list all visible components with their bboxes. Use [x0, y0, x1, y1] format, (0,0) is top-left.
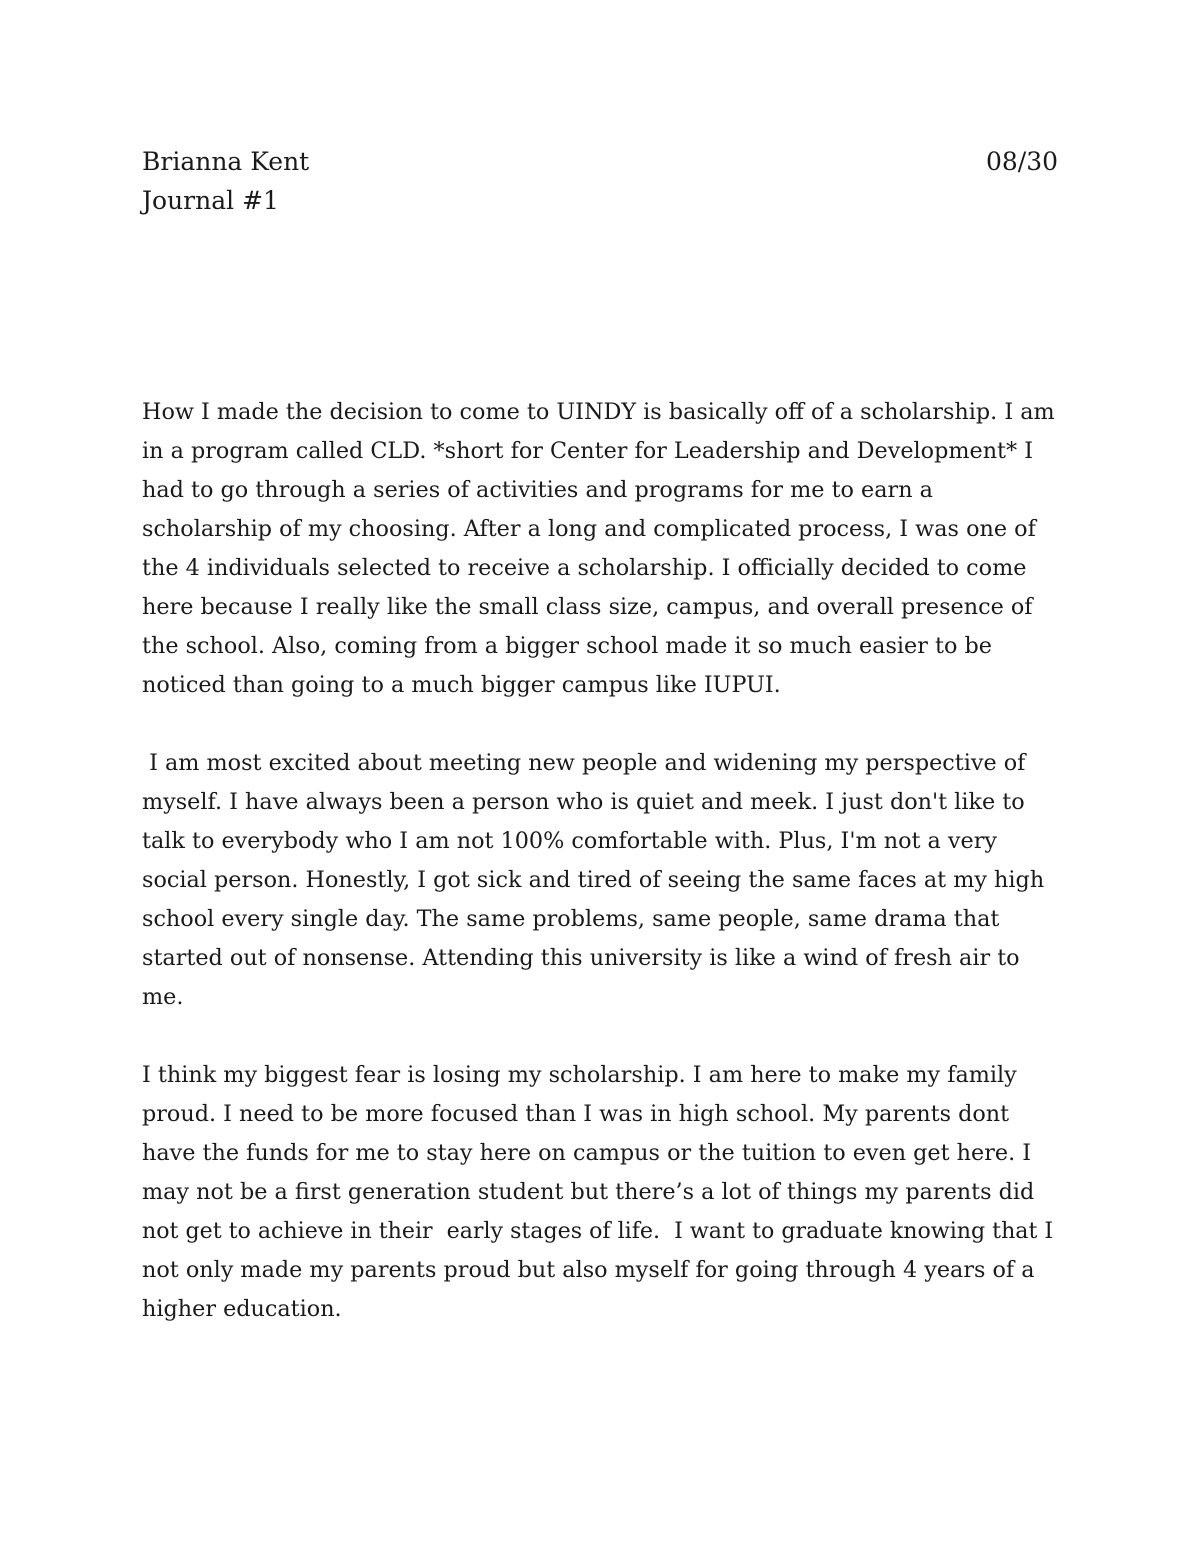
paragraph-line: may not be a first generation student but there’s a lot of things my parents did — [142, 1179, 1035, 1205]
paragraph-line: talk to everybody who I am not 100% comfortable with. Plus, I'm not a very — [142, 828, 997, 854]
journal-title: Journal #1 — [142, 186, 279, 215]
paragraph-line: How I made the decision to come to UINDY is basically off of a scholarship. I am — [142, 399, 1055, 425]
paragraph-line: myself. I have always been a person who is quiet and meek. I just don't like to — [142, 789, 1025, 815]
paragraph-decision — [142, 393, 1058, 705]
paragraph-line: noticed than going to a much bigger campus like IUPUI. — [142, 672, 781, 698]
paragraph-line: here because I really like the small class size, campus, and overall presence of — [142, 594, 1033, 620]
paragraph-line: the 4 individuals selected to receive a scholarship. I officially decided to come — [142, 555, 1027, 581]
paragraph-line: had to go through a series of activities and programs for me to earn a — [142, 477, 933, 503]
author-name: Brianna Kent — [142, 147, 310, 176]
paragraph-line: I think my biggest fear is losing my scholarship. I am here to make my family — [142, 1062, 1017, 1088]
paragraph-line: in a program called CLD. *short for Center for Leadership and Development* I — [142, 438, 1034, 464]
paragraph-line: the school. Also, coming from a bigger school made it so much easier to be — [142, 633, 992, 659]
paragraph-excitement — [142, 744, 1058, 1017]
header-top-line — [142, 142, 1058, 181]
paragraph-line: have the funds for me to stay here on campus or the tuition to even get here. I — [142, 1140, 1032, 1166]
paragraph-line: school every single day. The same problems, same people, same drama that — [142, 906, 1000, 932]
paragraph-line: me. — [142, 984, 184, 1010]
journal-body — [142, 393, 1058, 1329]
document-header — [142, 142, 1058, 220]
paragraph-spacer — [142, 705, 1058, 744]
paragraph-line: social person. Honestly, I got sick and tired of seeing the same faces at my high — [142, 867, 1045, 893]
paragraph-line: not only made my parents proud but also myself for going through 4 years of a — [142, 1257, 1035, 1283]
paragraph-spacer — [142, 1017, 1058, 1056]
paragraph-line: scholarship of my choosing. After a long and complicated process, I was one of — [142, 516, 1036, 542]
paragraph-line: I am most excited about meeting new people and widening my perspective of — [142, 750, 1026, 776]
paragraph-line: proud. I need to be more focused than I was in high school. My parents dont — [142, 1101, 1010, 1127]
paragraph-fear — [142, 1056, 1058, 1329]
header-title-line — [142, 181, 1058, 220]
paragraph-line: started out of nonsense. Attending this university is like a wind of fresh air to — [142, 945, 1020, 971]
journal-date: 08/30 — [985, 147, 1058, 176]
paragraph-line: higher education. — [142, 1296, 342, 1322]
paragraph-line: not get to achieve in their early stages of life. I want to graduate knowing that I — [142, 1218, 1054, 1244]
